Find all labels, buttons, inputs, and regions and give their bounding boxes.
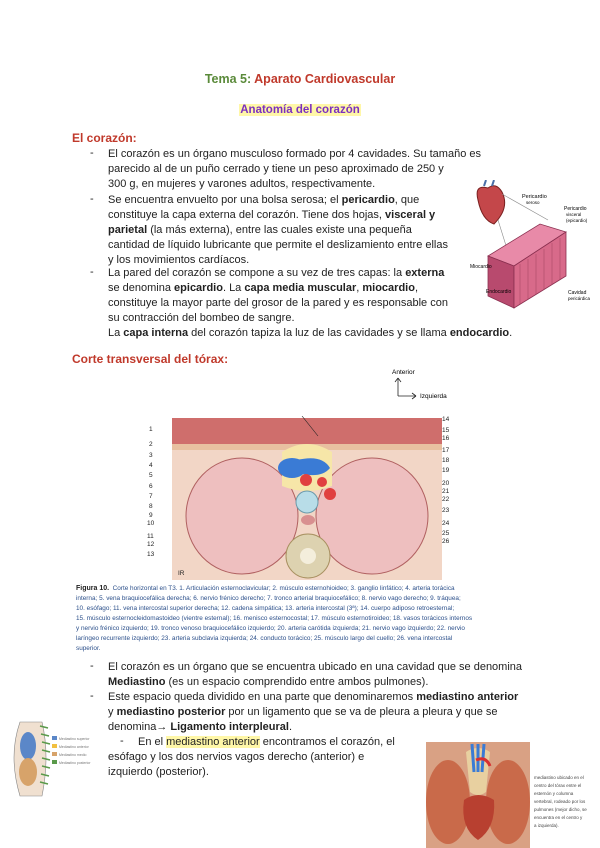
subtitle-text: Anatomía del corazón [240,104,360,116]
legend-superior: Mediastino superior [59,737,90,741]
bullet-dash: - [90,193,94,205]
bullet-dash: - [120,735,124,747]
superior-region [20,732,36,760]
figure-mark: IR [178,570,185,577]
line: La capa interna del corazón tapiza la luz de las cavidades y se llama endocardio. [108,327,513,339]
page-title [0,72,600,86]
caption-line: y nervio frénico izquierdo; 19. tronco venoso braquiocefálico izquierdo; 20. arteria carótida izquierda; 21. nervio vago izquierdo; 22. nervio [76,625,465,632]
caption-line: interna; 5. vena braquiocefálica derecha; 6. nervio frénico derecho; 7. tronco arterial braquiocefálico; 8. nervio vago derecho; 9. tráquea; [76,595,461,602]
figure-caption [76,584,536,654]
section-heading-corazon: El corazón: [72,131,137,145]
bullet-dash: - [90,660,94,672]
heart-icon [477,186,505,224]
spinal-canal [300,548,316,564]
label-number: 21 [442,488,450,495]
label-pericardio-sub: seroso [526,200,540,205]
legend-medio: Mediastino medio [59,753,87,757]
compass-izquierda: Izquierda [420,393,447,400]
label-epicardio: (epicardio) [566,218,588,223]
legend-posterior: Mediastino posterior [59,761,91,765]
line: Se encuentra envuelto por una bolsa serosa; el pericardio, que [108,194,420,206]
label-number: 1 [149,426,153,433]
label-number: 2 [149,441,153,448]
label-miocardio: Miocardio [470,264,492,270]
mediastinum-diagram [6,716,96,802]
label-number: 4 [149,462,153,469]
side-note-line: encuentra en el centro y [534,815,583,820]
line: El corazón es un órgano que se encuentra ubicado en una cavidad que se denomina [108,661,523,673]
label-number: 12 [147,541,155,548]
right-lung [186,458,298,574]
mediastinum-anatomy-figure [426,742,530,848]
line: parietal (la más externa), entre las cuales existe una pequeña [108,224,412,236]
label-number: 26 [442,538,450,545]
left-carotid-artery [317,477,327,487]
label-number: 3 [149,452,153,459]
label-number: 14 [442,416,450,423]
side-note-line: centro del tórax entre el [534,783,582,788]
tema-label: Tema 5: [204,72,252,86]
line: En el mediastino anterior encontramos el corazón, el [138,736,395,748]
paragraph-corazon-intro [108,147,508,192]
tema-title: Aparato Cardiovascular [254,72,396,86]
left-lung [316,458,428,574]
bullet-dash: - [90,690,94,702]
line: La pared del corazón se compone a su vez de tres capas: la externa [108,267,445,279]
side-note-line: a izquierda). [534,823,559,828]
line: denomina→ Ligamento interpleural. [108,721,293,733]
label-number: 10 [147,520,155,527]
label-pericardio-visceral: Pericardio [564,206,587,212]
label-visceral: visceral [566,212,582,217]
line: y los movimientos cardíacos. [108,254,250,266]
label-number: 7 [149,493,153,500]
label-number: 5 [149,472,153,479]
thorax-section-figure [172,416,442,580]
paragraph-mediastino-anterior [108,735,408,780]
heart-wall-figure [468,180,598,312]
line: constituye la mayor parte del grosor de la pared y es responsable con [108,297,448,309]
right-lung [426,760,470,844]
trachea [296,491,318,513]
label-number: 13 [147,551,155,558]
label-endocardio: Endocardio [486,289,512,295]
line: Mediastino (es un espacio comprendido entre ambos pulmones). [108,676,429,688]
caption-line: Figura 10. Corte horizontal en T3. 1. Articulación esternoclavicular; 2. músculo esternohioideo; 3. ganglio linfático; 4. arteria torácica [76,585,455,592]
label-number: 9 [149,512,153,519]
brachiocephalic-trunk [300,474,312,486]
bullet-dash: - [90,147,94,159]
esophagus [301,515,315,525]
section-heading-corte: Corte transversal del tórax: [72,352,229,366]
label-number: 18 [442,457,450,464]
paragraph-division [108,690,578,735]
label-cavidad-sub: pericárdica [568,296,591,301]
caption-line: 15. músculo esternocleidomastoideo (vientre esternal); 16. menisco esternocostal; 17. músculo esternotiroideo; 18. vasos torácicos internos [76,615,473,622]
heart-vessels [484,180,494,186]
line: El corazón es un órgano musculoso formado por 4 cavidades. Su tamaño es [108,148,481,160]
caption-line: superior. [76,645,101,652]
line: se denomina epicardio. La capa media muscular, miocardio, [108,282,419,294]
label-number: 23 [442,507,450,514]
bullet-dash: - [90,266,94,278]
label-number: 20 [442,480,450,487]
label-number: 25 [442,530,450,537]
label-number: 17 [442,447,450,454]
line: cantidad de líquido lubricante que permite el deslizamiento entre ellas [108,239,448,251]
caption-line: 10. esófago; 11. vena intercostal superior derecha; 12. cadena simpática; 13. arteria intercostal (3ª); 14. cuerpo adiposo retroesternal; [76,605,455,612]
line: Este espacio queda dividido en una parte que denominaremos mediastino anterior [108,691,519,703]
label-pericardio: Pericardio [522,194,547,200]
line: esófago y los dos nervios vagos derecho (anterior) e [108,751,365,763]
label-number: 15 [442,427,450,434]
side-note-line: mediastino ubicado en el [534,775,584,780]
compass-anterior: Anterior [392,369,415,376]
line: izquierdo (posterior). [108,766,209,778]
paragraph-mediastino [108,660,578,690]
side-note-line: vertebral, rodeado por los [534,799,586,804]
label-number: 19 [442,467,450,474]
paragraph-capas [108,266,528,341]
side-note-line: esternón y columna [534,791,574,796]
side-note [534,774,600,830]
label-number: 8 [149,503,153,510]
compass-indicator [386,366,466,402]
label-cavidad: Cavidad [568,290,587,296]
paragraph-pericardio [108,193,468,268]
line: su contracción del bombeo de sangre. [108,312,295,324]
middle-region [19,758,37,786]
page-subtitle [0,104,600,116]
line: y mediastino posterior por un ligamento que se va de pleura a pleura y que se [108,706,498,718]
legend-anterior: Mediastino anterior [59,745,89,749]
label-number: 11 [147,533,154,540]
label-number: 24 [442,520,450,527]
line: 300 g, en mujeres y varones adultos, respectivamente. [108,178,376,190]
label-number: 22 [442,496,450,503]
label-number: 6 [149,483,153,490]
left-subclavian-artery [324,488,336,500]
label-number: 16 [442,435,450,442]
line: parecido al de un puño cerrado y tiene un peso aproximado de 250 y [108,163,444,175]
caption-line: laríngeo recurrente izquierdo; 23. arteria subclavia izquierda; 24. conducto torácico; 25. músculo largo del cuello; 26. vena intercostal [76,635,453,642]
side-note-line: pulmones (mejor dicho, se [534,807,587,812]
line: constituye la capa externa del corazón. Tiene dos hojas, visceral y [108,209,436,221]
